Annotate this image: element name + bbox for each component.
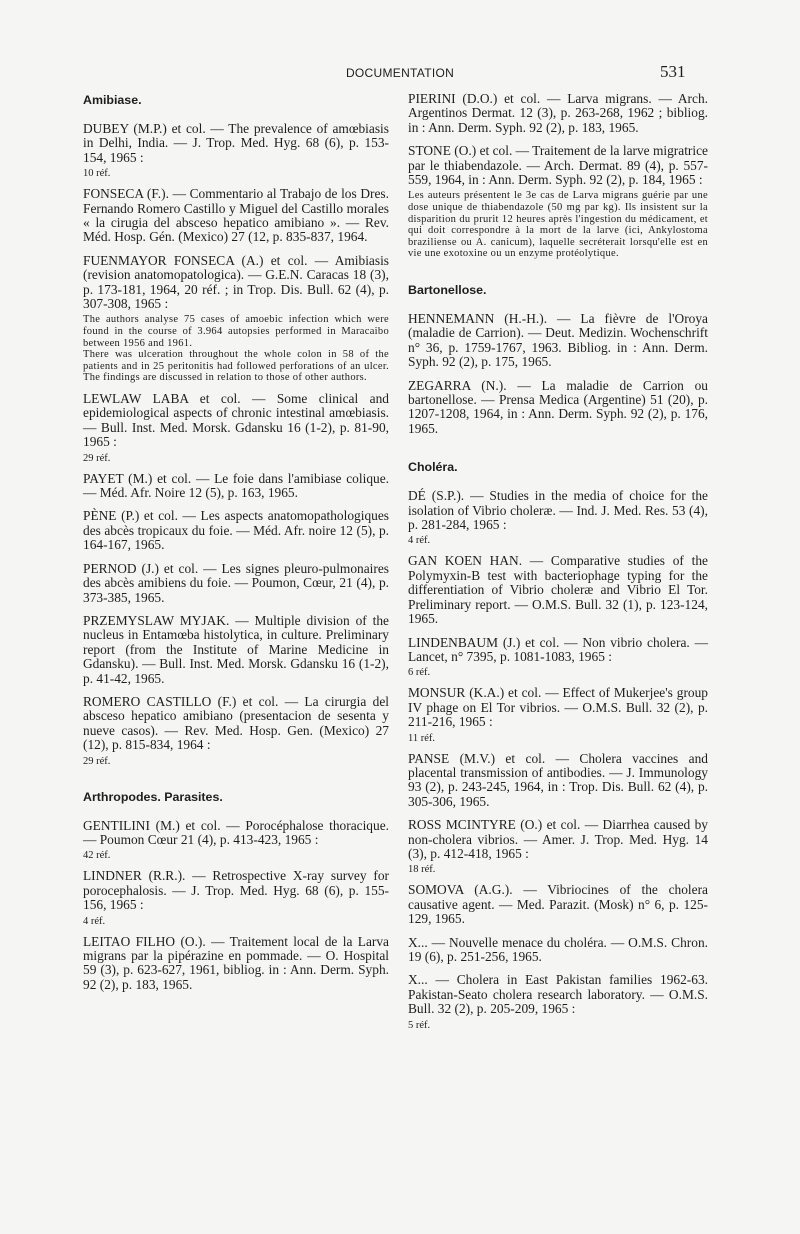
bibliography-entry: X... — Cholera in East Pakistan families 1962-63. Pakistan-Seato cholera research laboratory. — O.M.S. Bull. 32 (2), p. 205-209, 1965 : (408, 972, 708, 1017)
page-number: 531 (660, 62, 686, 81)
abstract-note: The authors analyse 75 cases of amoebic infection which were found in the course of 3.964 autopsies performed in Maracaibo between 1956 and 1961. (83, 314, 389, 349)
bibliography-entry: PRZEMYSLAW MYJAK. — Multiple division of the nucleus in Entamœba histolytica, in culture. Preliminary report (from the Institute of Marine Medicine in Gdansku). — Bull. Inst. Med. Morsk. Gdansku 16 (1-2), p. 41-42, 1965. (83, 612, 389, 686)
section-heading: Bartonellose. (408, 283, 487, 297)
reference-count: 11 réf. (408, 732, 436, 744)
section-gap (408, 268, 708, 282)
bibliography-entry: PERNOD (J.) et col. — Les signes pleuro-pulmonaires des abcès amibiens du foie. — Poumon, Cœur, 21 (4), p. 373-385, 1965. (83, 560, 389, 605)
section-gap (83, 775, 389, 789)
bibliography-entry: PAYET (M.) et col. — Le foie dans l'amibiase colique. — Méd. Afr. Noire 12 (5), p. 163, 1965. (83, 470, 389, 501)
reference-count: 29 réf. (83, 755, 111, 767)
bibliography-entry: DUBEY (M.P.) et col. — The prevalence of amœbiasis in Delhi, India. — J. Trop. Med. Hyg. 68 (6), p. 153-154, 1965 : (83, 121, 389, 165)
bibliography-entry: LEITAO FILHO (O.). — Traitement local de la Larva migrans par la pipérazine en pommade. — O. Hospital 59 (3), p. 623-627, 1961, bibliog. in : Ann. Derm. Syph. 92 (2), p. 183, 1965. (83, 933, 389, 992)
section-heading: Amibiase. (83, 93, 142, 107)
bibliography-entry: FONSECA (F.). — Commentario al Trabajo de los Dres. Fernando Romero Castillo y Miguel del Castillo morales « la cirugia del absceso hepatico amibiano ». — Rev. Méd. Hosp. Gén. (Mexico) 27 (12, p. 835-837, 1964. (83, 186, 389, 245)
bibliography-entry: ROMERO CASTILLO (F.) et col. — La cirurgia del absceso hepatico amibiano (presentacion de sesenta y nueve casos). — Rev. Med. Hosp. Gen. (Mexico) 27 (12), p. 815-834, 1964 : (83, 693, 389, 753)
left-column (83, 92, 389, 1001)
bibliography-entry: PÈNE (P.) et col. — Les aspects anatomopathologiques des abcès tropicaux du foie. — Méd. Afr. noire 12 (5), p. 164-167, 1965. (83, 508, 389, 553)
section-heading: Choléra. (408, 460, 458, 475)
reference-count: 4 réf. (408, 535, 431, 547)
right-column (408, 92, 708, 1039)
reference-count: 10 réf. (83, 168, 111, 180)
bibliography-entry: FUENMAYOR FONSECA (A.) et col. — Amibiasis (revision anatomopatologica). — G.E.N. Caracas 18 (3), p. 173-181, 1964, 20 réf. ; in Trop. Dis. Bull. 62 (4), p. 307-308, 1965 : (83, 252, 389, 312)
bibliography-entry: STONE (O.) et col. — Traitement de la larve migratrice par le thiabendazole. — Arch. Dermat. 89 (4), p. 557-559, 1964, in : Ann. Derm. Syph. 92 (2), p. 184, 1965 : (408, 143, 708, 188)
bibliography-entry: SOMOVA (A.G.). — Vibriocines of the cholera causative agent. — Med. Parazit. (Mosk) n° 6, p. 125-129, 1965. (408, 882, 708, 927)
bibliography-entry: GENTILINI (M.) et col. — Porocéphalose thoracique. — Poumon Cœur 21 (4), p. 413-423, 1965 : (83, 817, 389, 847)
bibliography-entry: X... — Nouvelle menace du choléra. — O.M.S. Chron. 19 (6), p. 251-256, 1965. (408, 934, 708, 964)
bibliography-entry: GAN KOEN HAN. — Comparative studies of the Polymyxin-B test with bacteriophage typing for the differentiation of Vibrio choleræ and Vibrio El Tor. Preliminary report. — O.M.S. Bull. 32 (1), p. 123-124, 1965. (408, 553, 708, 627)
page-header (0, 64, 800, 84)
bibliography-entry: ROSS MCINTYRE (O.) et col. — Diarrhea caused by non-cholera vibrios. — Amer. J. Trop. Med. Hyg. 14 (3), p. 412-418, 1965 : (408, 817, 708, 861)
reference-count: 18 réf. (408, 864, 436, 876)
reference-count: 42 réf. (83, 850, 111, 862)
abstract-note: There was ulceration throughout the whole colon in 58 of the patients and in 25 peritonitis had followed perforations of an ulcer. The findings are discussed in relation to those of other authors. (83, 349, 389, 384)
abstract-note: Les auteurs présentent le 3e cas de Larva migrans guérie par une dose unique de thiabendazole (50 mg par kg). Ils insistent sur la disparition du prurit 12 heures après l'ingestion du médicament, et qui doit correspondre à la mort de la larve (ici, Ankylostoma braziliense ou A. canicum), laquelle secréterait lorsqu'elle est en vie une exotoxine ou un enzyme protéolytique. (408, 190, 708, 260)
reference-count: 29 réf. (83, 452, 111, 464)
bibliography-entry: MONSUR (K.A.) et col. — Effect of Mukerjee's group IV phage on El Tor vibrios. — O.M.S. Bull. 32 (2), p. 211-216, 1965 : (408, 685, 708, 730)
bibliography-entry: LINDNER (R.R.). — Retrospective X-ray survey for porocephalosis. — J. Trop. Med. Hyg. 68 (6), p. 155-156, 1965 : (83, 868, 389, 913)
section-gap (408, 445, 708, 459)
reference-count: 4 réf. (83, 915, 106, 927)
bibliography-entry: LINDENBAUM (J.) et col. — Non vibrio cholera. — Lancet, n° 7395, p. 1081-1083, 1965 : (408, 634, 708, 664)
bibliography-entry: HENNEMANN (H.-H.). — La fièvre de l'Oroya (maladie de Carrion). — Deut. Medizin. Wochenschrift n° 36, p. 1759-1767, 1963. Bibliog. in : Ann. Derm. Syph. 92 (2), p. 175, 1965. (408, 311, 708, 370)
bibliography-entry: DÉ (S.P.). — Studies in the media of choice for the isolation of Vibrio choleræ. — Ind. J. Med. Res. 53 (4), p. 281-284, 1965 : (408, 488, 708, 533)
running-title: DOCUMENTATION (345, 66, 455, 80)
bibliography-entry: LEWLAW LABA et col. — Some clinical and epidemiological aspects of chronic intestinal amœbiasis. — Bull. Inst. Med. Morsk. Gdansku 16 (1-2), p. 81-90, 1965 : (83, 391, 389, 450)
bibliography-entry: PANSE (M.V.) et col. — Cholera vaccines and placental transmission of antibodies. — J. Immunology 93 (2), p. 243-245, 1964, in : Trop. Dis. Bull. 62 (4), p. 305-306, 1965. (408, 750, 708, 809)
reference-count: 6 réf. (408, 667, 431, 679)
section-heading: Arthropodes. Parasites. (83, 789, 223, 804)
bibliography-entry: ZEGARRA (N.). — La maladie de Carrion ou bartonellose. — Prensa Medica (Argentine) 51 (20), p. 1207-1208, 1964, in : Ann. Derm. Syph. 92 (2), p. 176, 1965. (408, 377, 708, 436)
reference-count: 5 réf. (408, 1019, 431, 1031)
bibliography-entry: PIERINI (D.O.) et col. — Larva migrans. — Arch. Argentinos Dermat. 12 (3), p. 263-268, 1962 ; bibliog. in : Ann. Derm. Syph. 92 (2), p. 183, 1965. (408, 91, 708, 135)
